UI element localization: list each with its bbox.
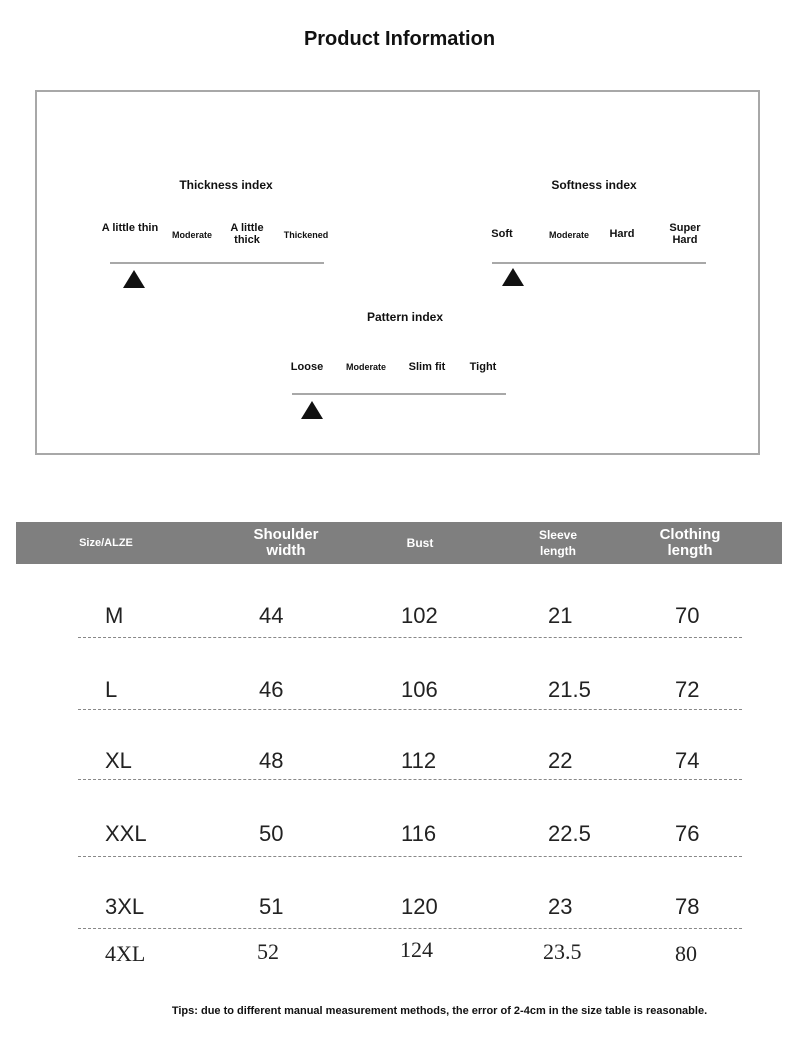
length-cell: 76 — [675, 821, 700, 846]
page-title: Product Information — [303, 28, 496, 50]
thickness-option-a-little-thin: A little thin — [101, 222, 159, 234]
size-cell: 3XL — [105, 894, 145, 919]
softness-option-hard: Hard — [609, 228, 635, 240]
row-divider — [78, 637, 742, 638]
length-cell: 80 — [675, 941, 697, 966]
shoulder-cell: 46 — [259, 677, 284, 702]
softness-indicator-marker — [502, 268, 524, 286]
shoulder-cell: 48 — [259, 748, 284, 773]
shoulder-cell: 44 — [259, 603, 284, 628]
pattern-indicator-marker — [301, 401, 323, 419]
sleeve-cell: 21 — [548, 603, 573, 628]
bust-cell: 102 — [401, 603, 438, 628]
pattern-option-loose: Loose — [290, 361, 324, 373]
row-divider — [78, 779, 742, 780]
row-divider — [78, 709, 742, 710]
softness-option-soft: Soft — [491, 228, 513, 240]
softness-scale-line — [492, 262, 706, 264]
thickness-scale-line — [110, 262, 324, 264]
shoulder-cell: 50 — [259, 821, 284, 846]
thickness-option-moderate: Moderate — [171, 230, 212, 240]
pattern-option-slim-fit: Slim fit — [408, 361, 446, 373]
length-cell: 70 — [675, 603, 700, 628]
pattern-scale-line — [292, 393, 506, 395]
softness-index-title: Softness index — [551, 178, 637, 192]
row-divider — [78, 928, 742, 929]
header-size: Size/ALZE — [79, 537, 133, 549]
size-cell: 4XL — [105, 941, 146, 966]
bust-cell: 124 — [400, 937, 433, 962]
pattern-option-tight: Tight — [469, 361, 497, 373]
header-bust: Bust — [406, 536, 434, 550]
pattern-option-moderate: Moderate — [345, 362, 386, 372]
header-clothing-length: Clothing length — [659, 526, 721, 559]
softness-option-super-hard: Super Hard — [669, 222, 701, 246]
size-cell: XXL — [105, 821, 147, 846]
measurement-tip: Tips: due to different manual measurement methods, the error of 2-4cm in the size table is reasonable. — [171, 1005, 708, 1017]
bust-cell: 112 — [401, 748, 437, 773]
sleeve-cell: 23.5 — [543, 939, 582, 964]
sleeve-cell: 22.5 — [548, 821, 591, 846]
sleeve-cell: 23 — [548, 894, 573, 919]
shoulder-cell: 52 — [257, 939, 279, 964]
sleeve-cell: 22 — [548, 748, 573, 773]
shoulder-cell: 51 — [259, 894, 284, 919]
bust-cell: 120 — [401, 894, 438, 919]
softness-option-moderate: Moderate — [548, 230, 589, 240]
length-cell: 78 — [675, 894, 700, 919]
header-sleeve-length: Sleeve length — [538, 528, 578, 558]
thickness-indicator-marker — [123, 270, 145, 288]
thickness-index-title: Thickness index — [179, 178, 273, 192]
thickness-option-thickened: Thickened — [283, 230, 329, 240]
bust-cell: 116 — [401, 821, 437, 846]
header-shoulder-width: Shoulder width — [253, 526, 319, 559]
pattern-index-title: Pattern index — [366, 310, 444, 324]
size-cell: M — [105, 603, 124, 628]
length-cell: 72 — [675, 677, 700, 702]
bust-cell: 106 — [401, 677, 438, 702]
sleeve-cell: 21.5 — [548, 677, 591, 702]
size-cell: L — [105, 677, 118, 702]
size-table-header — [16, 522, 782, 564]
size-cell: XL — [105, 748, 132, 773]
row-divider — [78, 856, 742, 857]
length-cell: 74 — [675, 748, 700, 773]
thickness-option-a-little-thick: A little thick — [230, 222, 264, 246]
